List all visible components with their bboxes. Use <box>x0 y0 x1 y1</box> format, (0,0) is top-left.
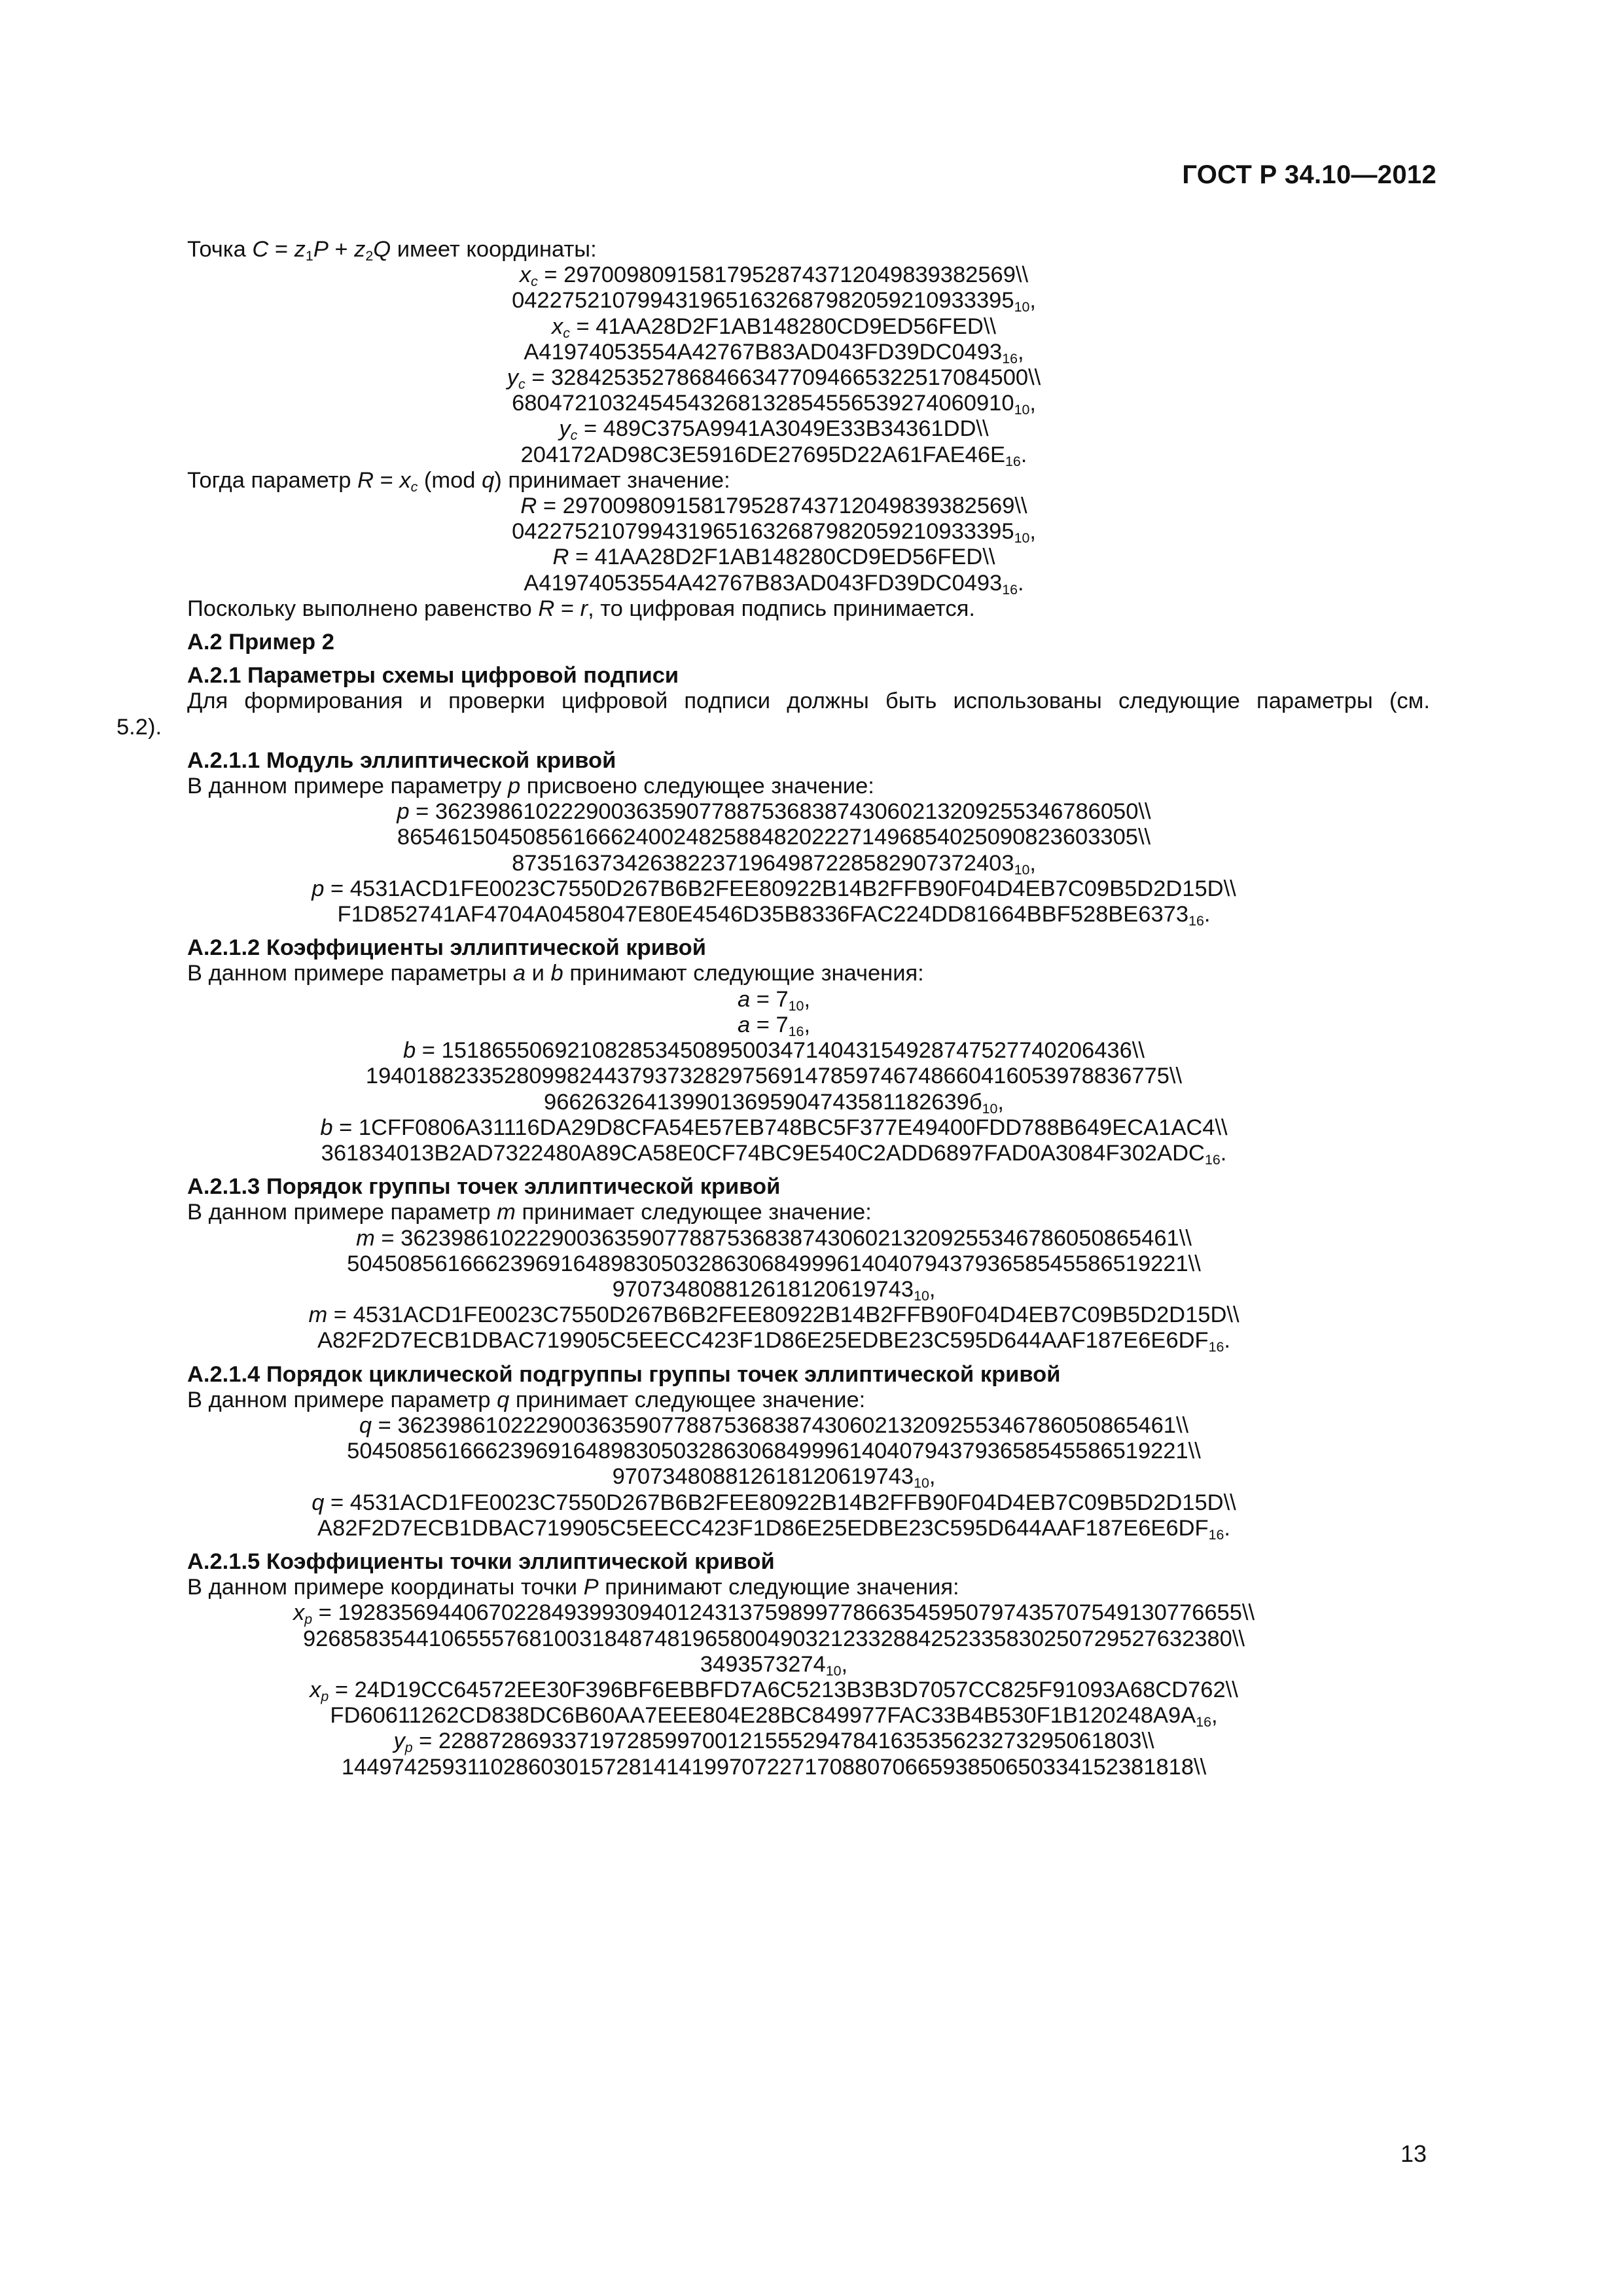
formula-line: p = 4531ACD1FE0023C7550D267B6B2FEE80922B14B2FFB90F04D4EB7C09B5D2D15D\\ <box>312 876 1236 901</box>
formula-line: R = 41AA28D2F1AB148280CD9ED56FED\\ <box>552 545 995 570</box>
accept-statement: Поскольку выполнено равенство R = r, то цифровая подпись принимается. <box>187 596 975 621</box>
formula-r <box>118 493 1430 596</box>
formula-line: $3493573274_{10}$, <box>700 1651 848 1679</box>
page-number: 13 <box>1400 2140 1427 2167</box>
formula-line: q = 36239861022290036359077887536838743060213209255346786050865461\\ <box>359 1412 1189 1438</box>
formula-line: $x_p$ = 192835694406702284939930940124313759899778663545950797435707549130776655\\ <box>293 1600 1255 1628</box>
formula-line: $970734808812618120619743_{10}$, <box>612 1464 936 1492</box>
formula-line: $x_p$ = 24D19CC64572EE30F396BF6EBBFD7A6C5213B3B3D7057CC825F91093A68CD762\\ <box>310 1677 1238 1704</box>
formula-line: $y_c$ = 489C375A9941A3049E33B34361DD\\ <box>559 416 989 444</box>
formula-line: $y_c$ = 32842535278684663477094665322517084500\\ <box>507 365 1041 392</box>
formula-a-b <box>118 987 1430 1166</box>
formula-line: $0422752107994319651632687982059210933395_{10}$, <box>512 519 1036 547</box>
formula-line: $8735163734263822371964987228582907372403_{10}$, <box>512 850 1036 878</box>
formula-line: R = 297009809158179528743712049839382569\\ <box>520 493 1027 519</box>
section-a213-text: В данном примере параметр m принимает следующее значение: <box>187 1200 872 1225</box>
section-a2-heading: А.2 Пример 2 <box>187 630 334 655</box>
formula-line: b = 1CFF0806A31116DA29D8CFA54E57EB748BC5F377E49400FDD788B649ECA1AC4\\ <box>320 1115 1228 1140</box>
formula-line: p = 36239861022290036359077887536838743060213209255346786050\\ <box>397 799 1151 825</box>
page-content <box>118 237 1430 1780</box>
formula-line: $y_p$ = 22887286933719728599700121555294784163535623273295061803\\ <box>393 1729 1154 1756</box>
formula-line: 14497425931102860301572814141997072271708807066593850650334152381818\\ <box>341 1754 1207 1780</box>
formula-line: $x_c$ = 297009809158179528743712049839382569\\ <box>519 262 1029 290</box>
formula-line: b = 1518655069210828534508950034714043154928747527740206436\\ <box>403 1038 1145 1064</box>
point-c-statement: Точка $C = z_1P + z_2Q$ имеет координаты: <box>187 237 597 264</box>
section-a211-text: В данном примере параметру p присвоено следующее значение: <box>187 774 874 799</box>
formula-line: $a = 7_{16}$, <box>737 1012 811 1039</box>
formula-line: m = 36239861022290036359077887536838743060213209255346786050865461\\ <box>356 1225 1192 1251</box>
section-a214-heading: А.2.1.4 Порядок циклической подгруппы группы точек эллиптической кривой <box>187 1361 1061 1387</box>
then-statement: Тогда параметр $R = x_c$ (mod q) принимает значение: <box>187 467 730 495</box>
formula-line: q = 4531ACD1FE0023C7550D267B6B2FEE80922B14B2FFB90F04D4EB7C09B5D2D15D\\ <box>312 1490 1236 1515</box>
formula-line: $A41974053554A42767B83AD043FD39DC0493_{16}$. <box>524 570 1024 598</box>
formula-xc-yc <box>118 262 1430 468</box>
formula-line: 1940188233528099824437937328297569147859746748660416053978836775\\ <box>365 1064 1183 1089</box>
formula-line: $0422752107994319651632687982059210933395_{10}$, <box>512 288 1036 315</box>
section-a215-text: В данном примере координаты точки P принимают следующие значения: <box>187 1575 959 1600</box>
formula-line: $F1D852741AF4704A0458047E80E4546D35B8336FAC224DD81664BBF528BE6373_{16}$. <box>337 902 1211 929</box>
formula-line: m = 4531ACD1FE0023C7550D267B6B2FEE80922B14B2FFB90F04D4EB7C09B5D2D15D\\ <box>308 1302 1240 1328</box>
formula-line: $A41974053554A42767B83AD043FD39DC0493_{16}$, <box>524 339 1024 367</box>
section-a213-heading: А.2.1.3 Порядок группы точек эллиптической кривой <box>187 1174 781 1200</box>
formula-line: 92685835441065557681003184874819658004903212332884252335830250729527632380\\ <box>302 1626 1245 1651</box>
formula-p <box>118 799 1430 927</box>
formula-line: $6804721032454543268132854556539274060910_{10}$, <box>512 391 1036 418</box>
formula-line: $x_c$ = 41AA28D2F1AB148280CD9ED56FED\\ <box>551 314 997 341</box>
formula-line: $204172AD98C3E5916DE27695D22A61FAE46E_{16}$. <box>520 442 1027 469</box>
section-a212-heading: А.2.1.2 Коэффициенты эллиптической кривой <box>187 935 706 961</box>
formula-line: 5045085616662396916489830503286306849996140407943793658545586519221\\ <box>347 1439 1201 1464</box>
formula-xp-yp <box>118 1600 1430 1780</box>
formula-m <box>118 1226 1430 1354</box>
formula-line: $FD60611262CD838DC6B60AA7EEE804E28BC849977FAC33B4B530F1B120248A9A_{16}$, <box>330 1703 1218 1731</box>
section-a212-text: В данном примере параметры a и b принимают следующие значения: <box>187 961 924 986</box>
document-header: ГОСТ Р 34.10—2012 <box>1182 160 1436 189</box>
formula-line: $9662632641399013695904743581182639б_{10}$, <box>544 1089 1004 1117</box>
formula-line: $970734808812618120619743_{10}$, <box>612 1276 936 1304</box>
section-a21-heading: А.2.1 Параметры схемы цифровой подписи <box>187 663 679 689</box>
formula-line: 5045085616662396916489830503286306849996140407943793658545586519221\\ <box>347 1251 1201 1276</box>
formula-line: $A82F2D7ECB1DBAC719905C5EECC423F1D86E25EDBE23C595D644AAF187E6E6DF_{16}$. <box>317 1515 1230 1543</box>
formula-line: 86546150450856166624002482588482022271496854025090823603305\\ <box>397 825 1151 850</box>
section-a21-text: Для формирования и проверки цифровой подписи должны быть использованы следующие параметры (см. <box>187 689 1430 714</box>
formula-line: $a = 7_{10}$, <box>737 986 811 1014</box>
formula-q <box>118 1413 1430 1541</box>
section-a215-heading: А.2.1.5 Коэффициенты точки эллиптической кривой <box>187 1549 775 1574</box>
section-a214-text: В данном примере параметр q принимает следующее значение: <box>187 1387 866 1412</box>
formula-line: $A82F2D7ECB1DBAC719905C5EECC423F1D86E25EDBE23C595D644AAF187E6E6DF_{16}$. <box>317 1328 1230 1355</box>
formula-line: $361834013B2AD7322480A89CA58E0CF74BC9E540C2ADD6897FAD0A3084F302ADC_{16}$. <box>321 1140 1227 1168</box>
section-a21-text-cont: 5.2). <box>116 714 162 740</box>
section-a211-heading: А.2.1.1 Модуль эллиптической кривой <box>187 747 616 773</box>
